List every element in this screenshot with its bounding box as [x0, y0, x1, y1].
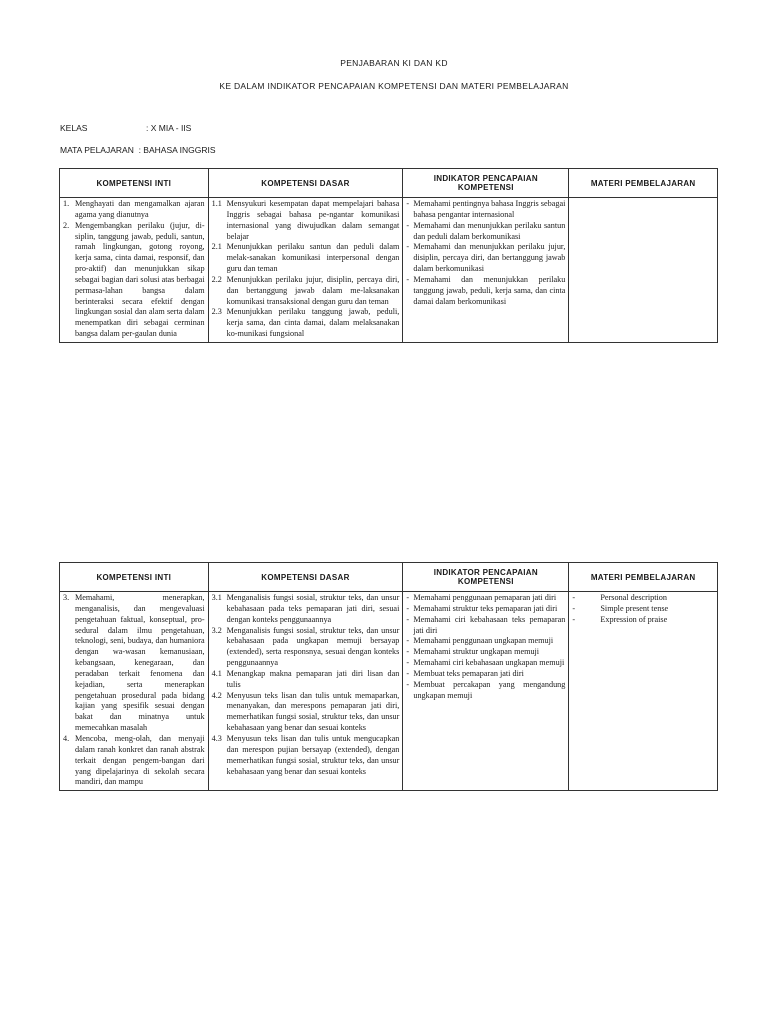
kd-text: Menunjukkan perilaku santun dan peduli dalam melak-sanakan komunikasi interpersonal dengan guru dan teman: [226, 242, 400, 274]
kd-number: 4.2: [211, 690, 222, 700]
indikator-item: - Memahami dan menunjukkan perilaku jujur, disiplin, percaya diri, dan bertanggung jawab dalam berkomunikasi: [406, 242, 566, 274]
kd-item: [212, 669, 400, 691]
kd-number: 2.3: [211, 307, 222, 317]
kd-item: [212, 307, 400, 340]
kd-number: 1.1: [211, 199, 222, 208]
kd-item: [212, 691, 400, 734]
kd-item: [212, 593, 400, 626]
kd-text: Menangkap makna pemaparan jati diri lisan dan tulis: [226, 668, 400, 689]
indikator-list: [406, 593, 565, 701]
kd-text: Menunjukkan perilaku tanggung jawab, peduli, kerja sama, dan cinta damai, dalam melaksanakan ko-munikasi fungsional: [226, 307, 400, 339]
table-1-kd-cell: [208, 198, 403, 343]
header-indikator: INDIKATOR PENCAPAIAN KOMPETENSI: [403, 563, 569, 592]
kd-number: 2.2: [211, 274, 222, 284]
indikator-text: Memahami ciri kebahasaan ungkapan memuji: [413, 658, 565, 668]
kelas-label: KELAS: [60, 123, 88, 133]
kd-number: 2.1: [211, 242, 222, 252]
table-1-indikator-cell: [403, 198, 569, 343]
materi-text: Expression of praise: [600, 614, 668, 624]
indikator-text: Memahami pentingnya bahasa Inggris sebagai bahasa pengantar internasional: [413, 199, 566, 219]
table-2: [59, 562, 718, 791]
table-2-materi-cell: [569, 592, 718, 791]
materi-text: Simple present tense: [600, 603, 669, 613]
indikator-text: Memahami dan menunjukkan perilaku jujur, disiplin, percaya diri, dan bertanggung jawab dalam berkomunikasi: [413, 242, 566, 274]
kd-item: [212, 242, 400, 275]
kd-item: [212, 734, 400, 777]
materi-text: Personal description: [600, 593, 667, 602]
table-2-header-row: [60, 563, 718, 592]
kd-number: 4.3: [211, 733, 222, 743]
kd-number: 3.2: [211, 625, 222, 635]
indikator-text: Memahami struktur ungkapan memuji: [413, 647, 540, 657]
mapel-label: MATA PELAJARAN: [60, 145, 134, 155]
kd-text: Menyusun teks lisan dan tulis untuk memaparkan, menanyakan, dan merespons pemaparan jati diri, memerhatikan fungsi sosial, struktur teks, dan unsur kebahasaan yang benar dan sesuai konteks: [226, 690, 400, 733]
mapel-value: : BAHASA INGGRIS: [138, 145, 216, 155]
ki-item: [63, 593, 205, 734]
ki-item: [63, 199, 205, 221]
indikator-text: Memahami penggunaan ungkapan memuji: [413, 636, 554, 646]
table-1: [59, 168, 718, 343]
document-title: PENJABARAN KI DAN KD: [340, 58, 448, 68]
indikator-list: [406, 199, 565, 307]
kd-item: [212, 626, 400, 669]
indikator-item: - Membuat percakapan yang mengandung ungkapan memuji: [406, 679, 566, 700]
indikator-text: Memahami ciri kebahasaan teks pemaparan jati diri: [413, 614, 566, 635]
header-kompetensi-dasar: KOMPETENSI DASAR: [208, 169, 403, 198]
ki-text: Mencoba, meng-olah, dan menyaji dalam ranah konkret dan ranah abstrak terkait dengan pengem-bangan dari yang dipelajarinya di sekolah secara mandiri, dan mampu: [75, 733, 205, 787]
indikator-item: - Memahami ciri kebahasaan ungkapan memuji: [406, 658, 565, 668]
kelas-value: : X MIA - IIS: [146, 123, 192, 133]
ki-list: [63, 199, 205, 340]
indikator-item: - Memahami struktur teks pemaparan jati diri: [406, 604, 565, 615]
materi-item: - Simple present tense: [572, 604, 714, 615]
indikator-text: Memahami dan menunjukkan perilaku tanggung jawab, peduli, kerja sama, dan cinta damai dalam berkomunikasi: [413, 274, 566, 306]
indikator-item: - Memahami ciri kebahasaan teks pemaparan jati diri: [406, 614, 566, 635]
kelas-row: [60, 123, 191, 133]
materi-item: - Expression of praise: [572, 615, 714, 626]
indikator-item: - Memahami penggunaan ungkapan memuji: [406, 636, 565, 647]
mapel-row: [60, 145, 216, 155]
ki-item: [63, 734, 205, 788]
table-1-header-row: [60, 169, 718, 198]
table-2-kd-cell: [208, 592, 403, 791]
ki-item: [63, 221, 205, 340]
ki-text: Menghayati dan mengamalkan ajaran agama yang dianutnya: [75, 199, 205, 219]
header-materi: MATERI PEMBELAJARAN: [569, 563, 718, 592]
indikator-text: Membuat percakapan yang mengandung ungkapan memuji: [413, 679, 566, 700]
kd-text: Menganalisis fungsi sosial, struktur teks, dan unsur kebahasaan pada teks pemaparan jati diri, sesuai dengan konteks penggunaannya: [226, 593, 400, 624]
header-kompetensi-inti: KOMPETENSI INTI: [60, 169, 209, 198]
indikator-item: - Memahami pentingnya bahasa Inggris sebagai bahasa pengantar internasional: [406, 199, 566, 219]
kd-list: [212, 199, 400, 340]
materi-list: [572, 593, 714, 626]
kd-list: [212, 593, 400, 777]
indikator-item: - Memahami penggunaan pemaparan jati diri: [406, 593, 565, 604]
table-2-indikator-cell: [403, 592, 569, 791]
indikator-text: Memahami penggunaan pemaparan jati diri: [413, 593, 557, 602]
kd-text: Menganalisis fungsi sosial, struktur teks, dan unsur kebahasaan pada ungkapan memuji bersayap (extended), serta responsnya, sesuai dengan konteks penggunaannya: [226, 625, 400, 668]
indikator-text: Membuat teks pemaparan jati diri: [413, 668, 524, 678]
materi-item: - Personal description: [572, 593, 714, 604]
ki-number: 1.: [63, 199, 70, 208]
indikator-item: - Memahami dan menunjukkan perilaku tanggung jawab, peduli, kerja sama, dan cinta damai dalam berkomunikasi: [406, 274, 566, 306]
kd-item: [212, 275, 400, 308]
kd-number: 3.1: [211, 593, 222, 602]
kd-text: Menyusun teks lisan dan tulis untuk mengucapkan dan merespon pujian bersayap (extended), dengan memerhatikan fungsi sosial, struktur teks, dan unsur kebahasaan yang benar dan sesuai konteks: [226, 733, 400, 776]
table-2-body-row: [60, 592, 718, 791]
header-kompetensi-dasar: KOMPETENSI DASAR: [208, 563, 403, 592]
header-kompetensi-inti: KOMPETENSI INTI: [60, 563, 209, 592]
header-materi: MATERI PEMBELAJARAN: [569, 169, 718, 198]
ki-number: 2.: [63, 220, 70, 230]
kd-text: Menunjukkan perilaku jujur, disiplin, percaya diri, dan bertanggung jawab dalam me-laksanakan komunikasi transaksional dengan guru dan teman: [226, 274, 400, 306]
kd-item: [212, 199, 400, 242]
table-1-ki-cell: [60, 198, 209, 343]
kd-text: Mensyukuri kesempatan dapat mempelajari bahasa Inggris sebagai bahasa pe-ngantar komunikasi internasional yang diwujudkan dalam semangat belajar: [226, 199, 400, 241]
header-indikator: INDIKATOR PENCAPAIAN KOMPETENSI: [403, 169, 569, 198]
indikator-item: - Memahami struktur ungkapan memuji: [406, 647, 565, 658]
table-2-ki-cell: [60, 592, 209, 791]
indikator-item: - Membuat teks pemaparan jati diri: [406, 669, 565, 680]
ki-list: [63, 593, 205, 788]
ki-text: Memahami, menerapkan, menganalisis, dan mengevaluasi pengetahuan faktual, konseptual, pro-sedural dalam ilmu pengetahuan, teknologi, seni, budaya, dan humaniora dengan wa-wasan kemanusiaan, kebangsaan, kenegaraan, dan peradaban terkait fenomena dan kejadian, serta menerapkan pengetahuan prosedural pada bidang kajian yang spesifik sesuai dengan bakat dan minatnya untuk memecahkan masalah: [75, 593, 205, 733]
ki-text: Mengembangkan perilaku (jujur, di-siplin, tanggung jawab, peduli, santun, ramah lingkungan, gotong royong, kerja sama, cinta damai, responsif, dan pro-aktif) dan menunjukkan sikap sebagai bagian dari solusi atas berbagai permasa-lahan bangsa dalam berinteraksi secara efektif dengan lingkungan sosial dan alam serta dalam menempatkan diri sebagai cerminan bangsa dalam per-gaulan dunia: [75, 220, 205, 339]
table-1-body-row: [60, 198, 718, 343]
ki-number: 4.: [63, 733, 70, 743]
table-1-materi-cell: [569, 198, 718, 343]
ki-number: 3.: [63, 593, 70, 602]
kd-number: 4.1: [211, 668, 222, 678]
indikator-text: Memahami dan menunjukkan perilaku santun dan peduli dalam berkomunikasi: [413, 220, 566, 241]
indikator-item: - Memahami dan menunjukkan perilaku santun dan peduli dalam berkomunikasi: [406, 220, 566, 241]
document-subtitle: KE DALAM INDIKATOR PENCAPAIAN KOMPETENSI DAN MATERI PEMBELAJARAN: [219, 81, 569, 91]
indikator-text: Memahami struktur teks pemaparan jati diri: [413, 603, 558, 613]
